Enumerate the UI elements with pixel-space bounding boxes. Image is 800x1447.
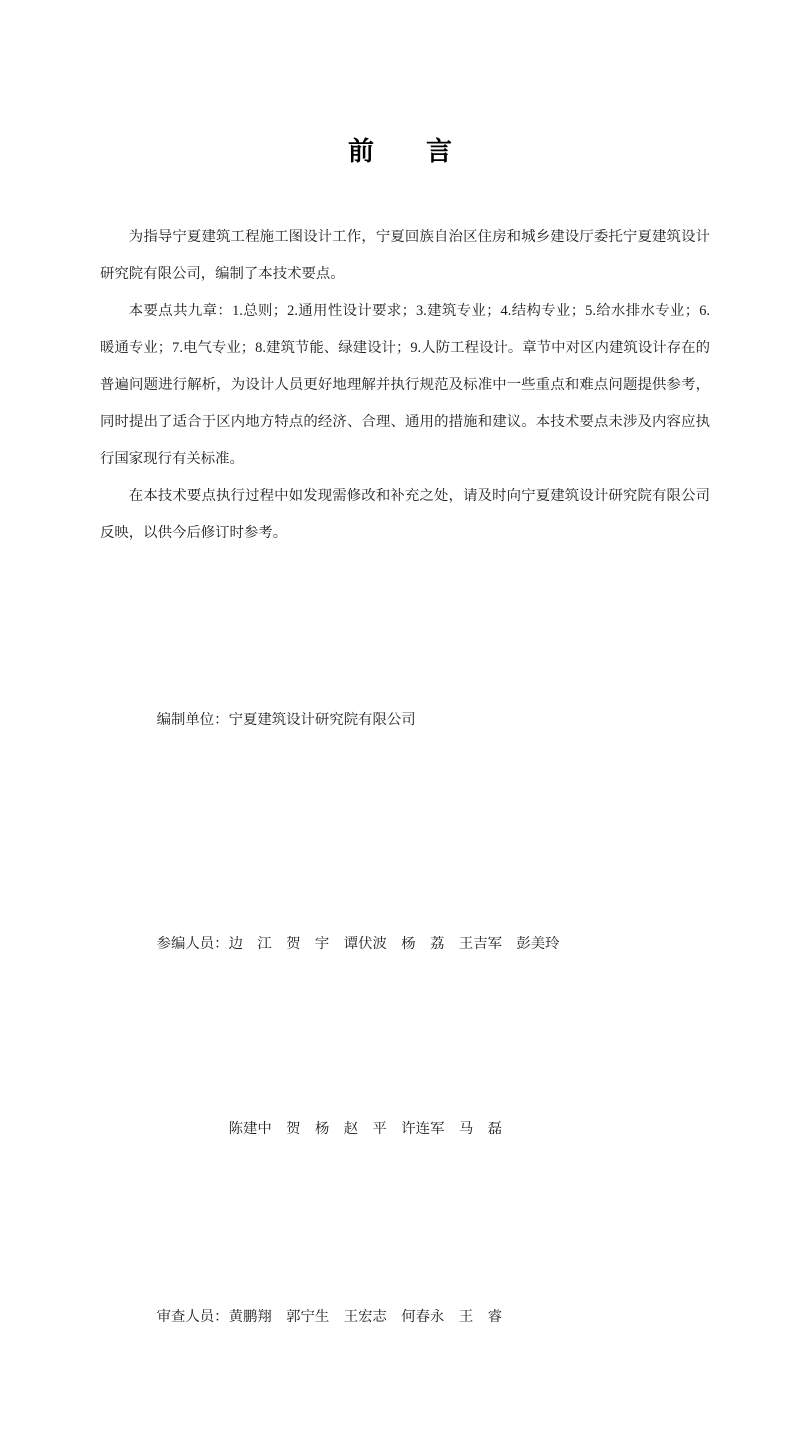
compiling-unit-value: 宁夏建筑设计研究院有限公司 [228, 712, 416, 728]
reviewers-names: 黄鹏翔 郭宁生 王宏志 何春永 王 睿 [228, 1309, 502, 1325]
reviewers-line [135, 1262, 695, 1373]
participants-names-1: 边 江 贺 宇 谭伏波 杨 荔 王吉军 彭美玲 [228, 936, 560, 952]
participants-line-1 [135, 889, 695, 1000]
paragraph-chapters: 本要点共九章：1.总则；2.通用性设计要求；3.建筑专业；4.结构专业；5.给水排水专业；6.暖通专业；7.电气专业；8.建筑节能、绿建设计；9.人防工程设计。章节中对区内建筑设计存在的普遍问题进行解析，为设计人员更好地理解并执行规范及标准中一些重点和难点问题提供参考，同时提出了适合于区内地方特点的经济、合理、通用的措施和建议。本技术要点未涉及内容应执行国家现行有关标准。 [100, 303, 710, 467]
participants-names-2: 陈建中 贺 杨 赵 平 许连军 马 磊 [228, 1121, 503, 1137]
participants-label: 参编人员： [156, 936, 229, 952]
compiling-unit-label: 编制单位： [156, 712, 229, 728]
participants-line-2 [135, 1074, 695, 1185]
reviewers-label: 审查人员： [156, 1309, 229, 1325]
page-title: 前 言 [347, 136, 452, 166]
credits-block [135, 591, 695, 1447]
preface-body [100, 219, 710, 552]
paragraph-feedback: 在本技术要点执行过程中如发现需修改和补充之处，请及时向宁夏建筑设计研究院有限公司反映，以供今后修订时参考。 [100, 488, 710, 541]
paragraph-intro: 为指导宁夏建筑工程施工图设计工作，宁夏回族自治区住房和城乡建设厅委托宁夏建筑设计研究院有限公司，编制了本技术要点。 [100, 229, 710, 282]
compiling-unit-line [135, 665, 695, 776]
